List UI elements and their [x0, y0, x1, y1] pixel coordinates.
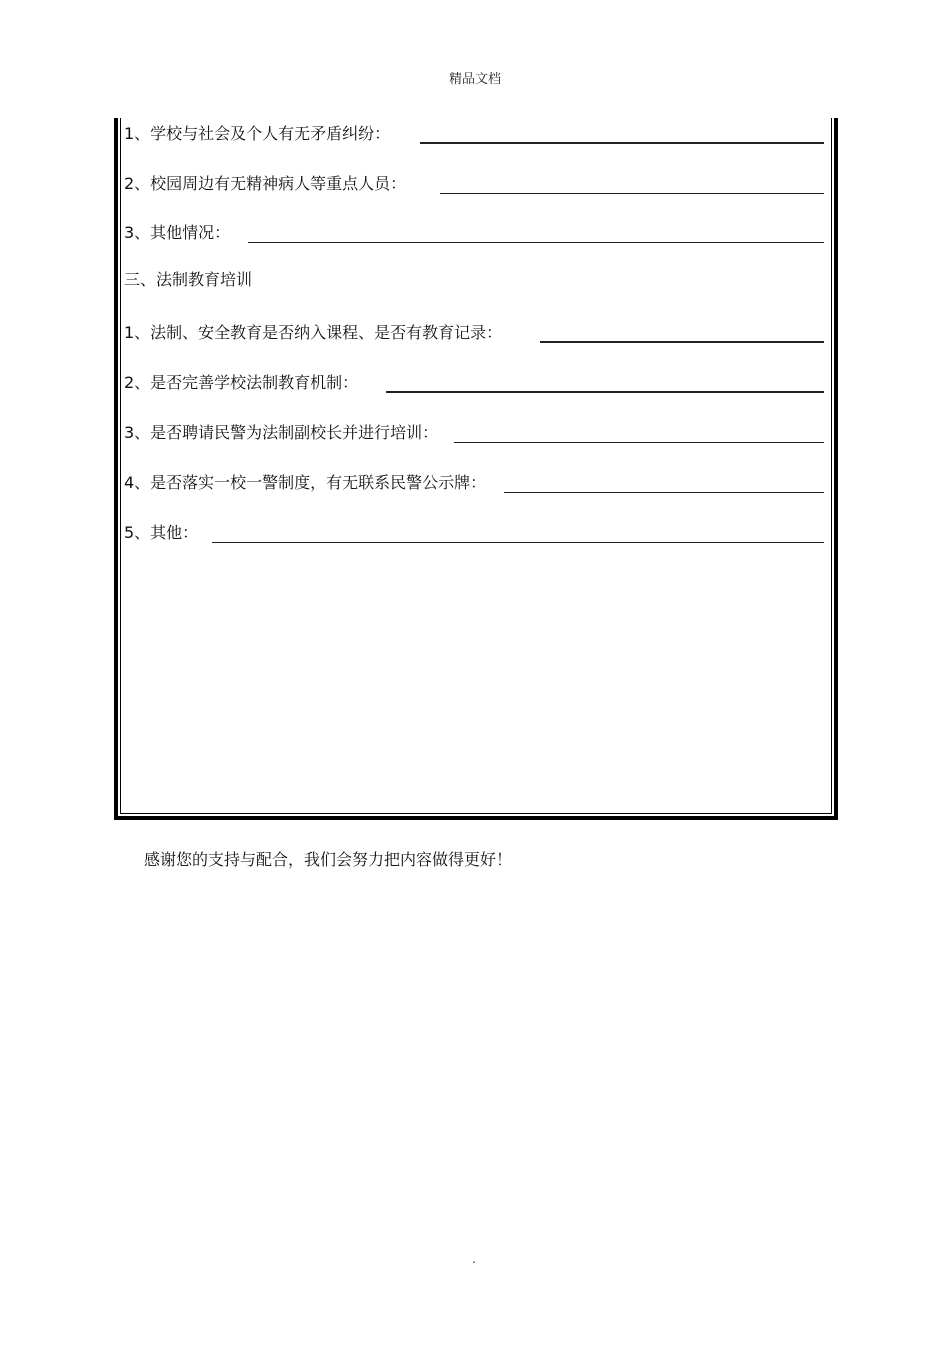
answer-line[interactable]: [540, 339, 824, 343]
question-label: 2、校园周边有无精神病人等重点人员：: [124, 174, 407, 193]
question-row-disputes: [124, 120, 824, 144]
question-label: 1、法制、安全教育是否纳入课程、是否有教育记录：: [124, 323, 503, 342]
question-row-curriculum: [124, 319, 824, 343]
question-row-police-vice-principal: [124, 419, 824, 443]
thanks-message: 感谢您的支持与配合，我们会努力把内容做得更好！: [144, 850, 513, 869]
answer-line[interactable]: [420, 140, 824, 144]
question-label: 1、学校与社会及个人有无矛盾纠纷：: [124, 124, 391, 143]
question-row-other-situation: [124, 219, 824, 243]
section-title-legal-education: 三、法制教育培训: [124, 270, 253, 289]
question-label: 4、是否落实一校一警制度，有无联系民警公示牌：: [124, 473, 487, 492]
question-row-mechanism: [124, 369, 824, 393]
document-header: 精品文档: [448, 72, 501, 87]
answer-line[interactable]: [440, 191, 824, 194]
question-row-other: [124, 519, 824, 543]
answer-line[interactable]: [386, 389, 824, 393]
question-label: 5、其他：: [124, 523, 199, 542]
answer-line[interactable]: [212, 540, 824, 543]
question-label: 2、是否完善学校法制教育机制：: [124, 373, 359, 392]
answer-line[interactable]: [248, 240, 824, 243]
footer-dot: .: [472, 1252, 476, 1266]
answer-line[interactable]: [454, 440, 824, 443]
answer-line[interactable]: [504, 490, 824, 493]
question-label: 3、其他情况：: [124, 223, 231, 242]
question-label: 3、是否聘请民警为法制副校长并进行培训：: [124, 423, 439, 442]
question-row-one-school-one-police: [124, 469, 824, 493]
question-row-key-persons: [124, 170, 824, 194]
